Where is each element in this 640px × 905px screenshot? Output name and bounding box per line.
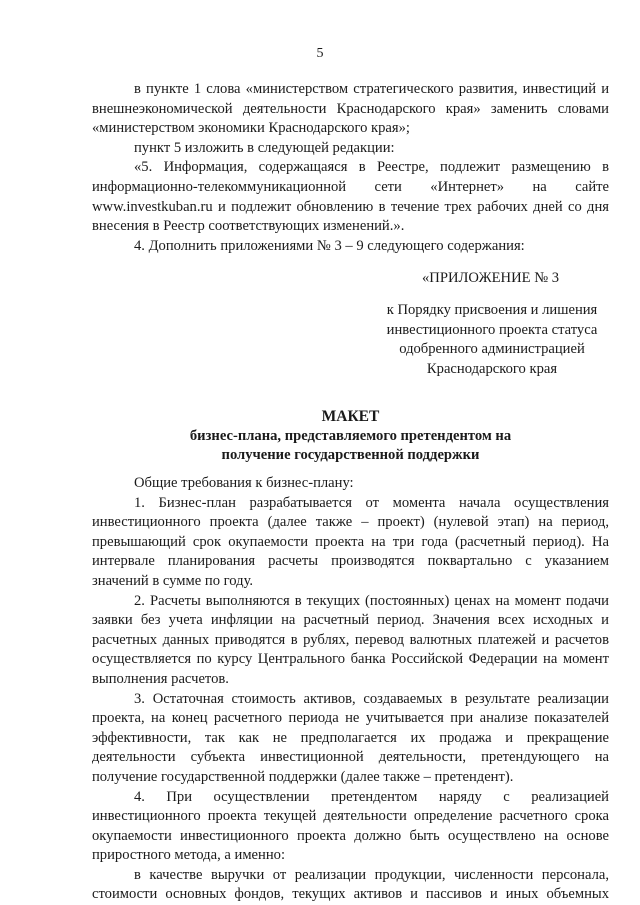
heading-line: получение государственной поддержки bbox=[221, 447, 480, 464]
appendix-title: «ПРИЛОЖЕНИЕ № 3 bbox=[422, 270, 560, 286]
body-paragraph: в качестве выручки от реализации продукции, численности персонала, стоимости основных фондов, текущих активов и пассивов и иных объемных bbox=[92, 866, 609, 903]
appendix-caption bbox=[372, 301, 612, 379]
body-paragraph: 4. При осуществлении претендентом наряду с реализацией инвестиционного проекта текущей деятельности определение расчетного срока окупаемости инвестиционного проекта должно быть осуществлено на основе приростного метода, а именно: bbox=[92, 788, 609, 864]
intro-paragraph: 4. Дополнить приложениями № 3 – 9 следующего содержания: bbox=[134, 237, 525, 254]
intro-section bbox=[92, 80, 609, 256]
heading-main: МАКЕТ bbox=[321, 408, 380, 425]
intro-paragraph: «5. Информация, содержащаяся в Реестре, подлежит размещению в информационно-телекоммуникационной сети «Интернет» на сайте www.investkuban.ru и подлежит обновлению в течение трех рабочих дней со дня внесения в Реестр соответствующих изменений.». bbox=[92, 159, 609, 235]
body-paragraph: 3. Остаточная стоимость активов, создаваемых в результате реализации проекта, на конец расчетного периода не учитывается при анализе показателей эффективности, так как не предполагается их продажа и прекращение деятельности субъекта инвестиционной деятельности, претендующего на получение государственной поддержки (далее также – претендент). bbox=[92, 690, 609, 785]
heading-line: бизнес-плана, представляемого претендентом на bbox=[189, 427, 512, 444]
appendix-caption-line: Краснодарского края bbox=[426, 360, 558, 377]
page-number: 5 bbox=[316, 46, 324, 61]
body-paragraph: Общие требования к бизнес-плану: bbox=[134, 475, 354, 491]
appendix-caption-line: к Порядку присвоения и лишения bbox=[386, 302, 598, 318]
intro-paragraph: пункт 5 изложить в следующей редакции: bbox=[134, 139, 395, 156]
body-paragraph: 2. Расчеты выполняются в текущих (постоянных) ценах на момент подачи заявки без учета инфляции на расчетный период. Значения всех исходных и расчетных данных приводятся в рублях, перевод валютных платежей и расчетов осуществляется по курсу Центрального банка Российской Федерации на момент выполнения расчетов. bbox=[92, 592, 609, 687]
appendix-caption-line: инвестиционного проекта статуса bbox=[386, 321, 598, 338]
appendix-caption-line: одобренного администрацией bbox=[399, 341, 585, 358]
document-heading bbox=[92, 407, 609, 466]
body-paragraph: 1. Бизнес-план разрабатывается от момента начала осуществления инвестиционного проекта (далее также – проект) (нулевой этап) на период, превышающий срок окупаемости проекта на три года (расчетный период). На интервале планирования расчеты производятся поквартально с указанием значений в сумме по году. bbox=[92, 494, 609, 589]
intro-paragraph: в пункте 1 слова «министерством стратегического развития, инвестиций и внешнеэкономической деятельности Краснодарского края» заменить словами «министерством экономики Краснодарского края»; bbox=[92, 81, 609, 137]
body-section bbox=[92, 474, 609, 905]
